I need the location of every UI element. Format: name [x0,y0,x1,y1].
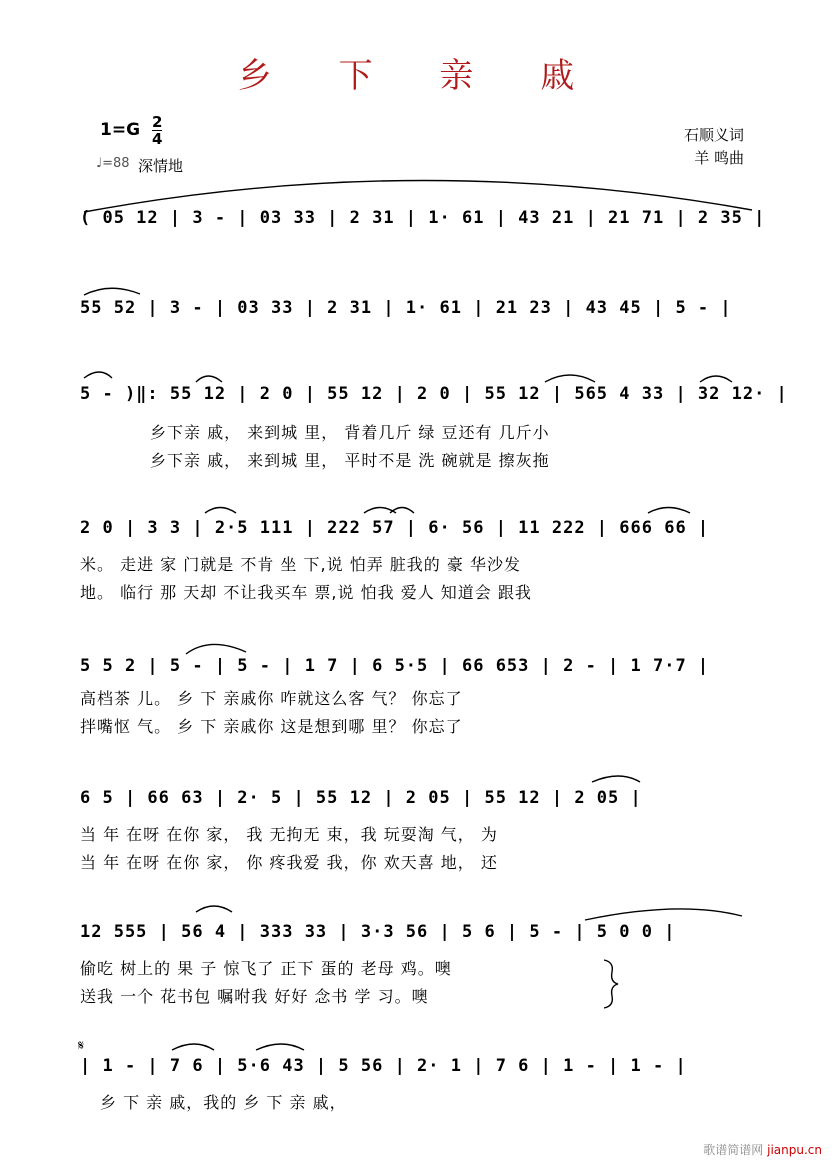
staff-5-lyrics-2: 拌嘴怄 气。 乡 下 亲戚你 这是想到哪 里？ 你忘了 [80,717,463,736]
time-bottom: 4 [152,130,163,148]
time-top: 2 [152,113,163,131]
lyricist-credit: 石顺义词 [683,126,744,144]
staff-6-lyrics-2: 当 年 在呀 在你 家， 你 疼我爱 我，你 欢天喜 地， 还 [80,853,498,872]
staff-7-lyrics-2: 送我 一个 花书包 嘱咐我 好好 念书 学 习。噢 [80,987,429,1006]
staff-3-lyrics-1: 乡下亲 戚， 来到城 里， 背着几斤 绿 豆还有 几斤小 [150,423,550,442]
staff-6-lyrics-1: 当 年 在呀 在你 家， 我 无拘无 束，我 玩耍淘 气， 为 [80,825,498,844]
tempo-mark: ♩=88 [96,156,130,171]
staff-6-notes: 6 5 | 66 63 | 2· 5 | 55 12 | 2 05 | 55 12 | 2 05 | [80,788,642,808]
staff-3-notes: 5 - )‖: 55 12 | 2 0 | 55 12 | 2 0 | 55 12 | 565 4 33 | 32 12· | [80,384,788,404]
page-title: 乡 下 亲 戚 [237,56,603,96]
staff-4-lyrics-2: 地。 临行 那 天却 不让我买车 票,说 怕我 爱人 知道会 跟我 [80,583,532,602]
staff-8-notes: | 1 - | 7 6 | 5·6 43 | 5 56 | 2· 1 | 7 6 | 1 - | 1 - | [80,1056,687,1076]
staff-5-notes: 5 5 2 | 5 - | 5 - | 1 7 | 6 5·5 | 66 653 | 2 - | 1 7·7 | [80,656,710,676]
staff-8-lyrics-1: 乡 下 亲 戚，我的 乡 下 亲 戚， [100,1093,347,1112]
staff-3-lyrics-2: 乡下亲 戚， 来到城 里， 平时不是 洗 碗就是 擦灰拖 [150,451,550,470]
staff-7-notes: 12 555 | 56 4 | 333 33 | 3·3 56 | 5 6 | 5 - | 5 0 0 | [80,922,676,942]
staff-1-notes: ( 05 12 | 3 - | 03 33 | 2 31 | 1· 61 | 43 21 | 21 71 | 2 35 | [80,208,766,228]
staff-2-notes: 55 52 | 3 - | 03 33 | 2 31 | 1· 61 | 21 23 | 43 45 | 5 - | [80,298,732,318]
site-footer [703,1141,822,1158]
staff-5-lyrics-1: 高档茶 儿。 乡 下 亲戚你 咋就这么客 气？ 你忘了 [80,689,463,708]
staff-4-notes: 2 0 | 3 3 | 2·5 111 | 222 57 | 6· 56 | 11 222 | 666 66 | [80,518,710,538]
composer-credit: 羊 鸣曲 [694,149,744,167]
footer-site: 歌谱简谱网 [703,1143,764,1157]
segno-icon: 𝄋 [78,1038,85,1054]
time-signature [152,114,162,147]
footer-domain: jianpu.cn [767,1143,822,1157]
staff-7-lyrics-1: 偷吃 树上的 果 子 惊飞了 正下 蛋的 老母 鸡。噢 [80,959,452,978]
expression-mark: 深情地 [138,157,184,175]
staff-4-lyrics-1: 米。 走进 家 门就是 不肯 坐 下,说 怕弄 脏我的 豪 华沙发 [80,555,521,574]
key-signature: 1=G [100,120,141,140]
